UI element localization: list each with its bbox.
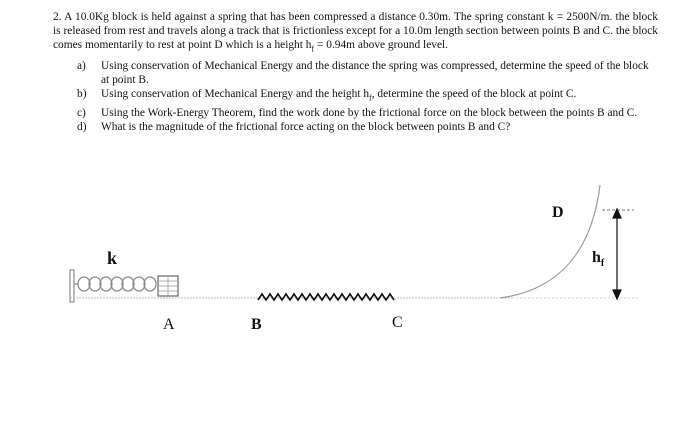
part-a: a) Using conservation of Mechanical Energy and the distance the spring was compressed, determine the speed of the block at point B. (77, 59, 649, 87)
problem-statement: 2. A 10.0Kg block is held against a spring that has been compressed a distance 0.30m. The spring constant k = 2500N/m. the block is released from rest and travels along a track that is frictionless except for a 10.0m length section between points B and C. the block comes momentarily to rest at point D which is a height $h_f = 0.94m$ above ground level. (53, 11, 658, 54)
curved-ramp (500, 185, 600, 298)
height-arrow (613, 209, 621, 299)
wall (70, 270, 74, 302)
point-b-label: B (251, 316, 262, 333)
spring (74, 277, 156, 291)
friction-section (258, 294, 394, 300)
height-label: $h_f$ (592, 249, 605, 269)
part-c: c) Using the Work-Energy Theorem, find the work done by the frictional force on the block between the points B and C. (77, 106, 638, 119)
point-d-label: D (552, 204, 564, 221)
block (158, 276, 178, 296)
point-c-label: C (392, 314, 403, 331)
part-b: b) Using conservation of Mechanical Energy and the height $h_f$, determine the speed of the block at point C. (77, 88, 577, 103)
point-a-label: A (163, 316, 175, 333)
part-d: d) What is the magnitude of the frictional force acting on the block between points B and C? (77, 120, 511, 133)
spring-label: k (107, 248, 118, 268)
